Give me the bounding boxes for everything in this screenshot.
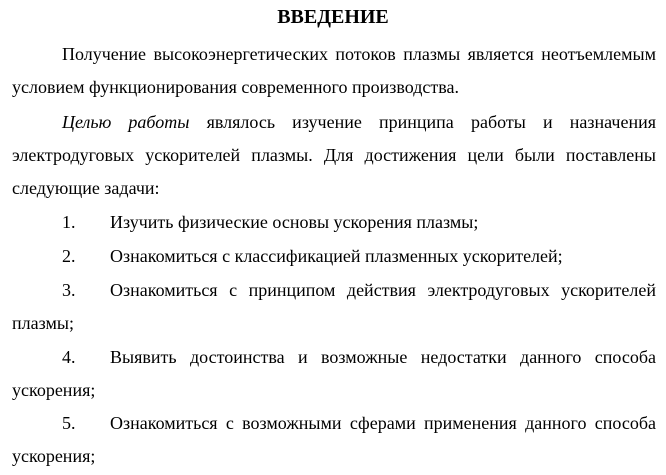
- task-text: Ознакомиться с возможными сферами применения данного способа ускорения;: [12, 413, 656, 466]
- section-heading: ВВЕДЕНИЕ: [277, 6, 389, 28]
- task-list-item: [12, 407, 656, 473]
- task-number: 1.: [62, 212, 76, 232]
- intro-paragraph-text: Получение высокоэнергетических потоков плазмы является неотъемлемым условием функционирования современного производства.: [12, 44, 656, 97]
- goal-paragraph: [12, 106, 656, 205]
- task-number: 3.: [62, 280, 76, 300]
- task-text: Изучить физические основы ускорения плазмы;: [110, 212, 479, 232]
- goal-italic-lead: Целью работы: [62, 112, 190, 132]
- task-text: Ознакомиться с классификацией плазменных ускорителей;: [110, 246, 563, 266]
- task-list-item: [12, 206, 656, 239]
- task-number: 5.: [62, 413, 76, 433]
- intro-paragraph: [12, 38, 656, 104]
- task-list-item: [12, 274, 656, 340]
- task-text: Ознакомиться с принципом действия электродуговых ускорителей плазмы;: [12, 280, 656, 333]
- goal-paragraph-text: являлось изучение принципа работы и назначения электродуговых ускорителей плазмы. Для достижения цели были поставлены следующие задачи:: [12, 112, 656, 198]
- task-number: 4.: [62, 347, 76, 367]
- task-text: Выявить достоинства и возможные недостатки данного способа ускорения;: [12, 347, 656, 400]
- task-number: 2.: [62, 246, 76, 266]
- task-list-item: [12, 240, 656, 273]
- task-list-item: [12, 341, 656, 407]
